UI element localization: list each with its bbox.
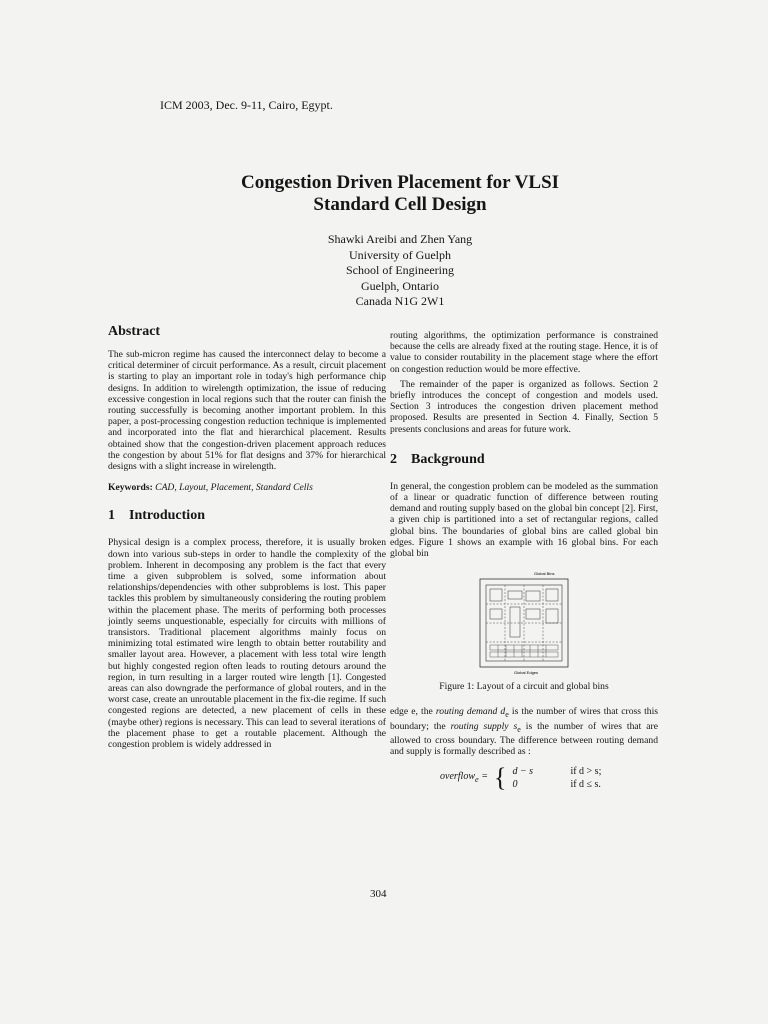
figure-1-layout-diagram	[474, 569, 574, 677]
global-edges-label: Global Edges	[514, 670, 539, 676]
text-run: is the number of wires that are allowed to cross boundary. The difference between routing demand and supply is formally described as :	[390, 720, 658, 757]
title-line-1: Congestion Driven Placement for VLSI	[240, 172, 560, 193]
formula-cases	[512, 766, 601, 789]
right-para-2: The remainder of the paper is organized as follows. Section 2 briefly introduces the concept of congestion and models used. Section 3 introduces the congestion driven placement method proposed. Results are presented in Section 4. Finally, Section 5 presents conclusions and areas for future work.	[390, 378, 658, 435]
formula-brace: {	[493, 763, 507, 793]
title-line-2: Standard Cell Design	[313, 194, 487, 215]
formula-lhs: overflow$_e$ =	[440, 770, 488, 784]
section-title: Background	[411, 451, 485, 467]
term-routing-supply: routing supply s	[450, 720, 518, 732]
keywords-text: CAD, Layout, Placement, Standard Cells	[155, 482, 313, 494]
author-names: Shawki Areibi and Zhen Yang	[327, 232, 473, 246]
section-heading-background	[390, 451, 658, 469]
formula-case-2	[512, 779, 601, 790]
section-title: Introduction	[129, 508, 205, 524]
overflow-formula	[440, 765, 658, 791]
author-country: Canada N1G 2W1	[355, 294, 445, 308]
formula-lhs-text: overflow	[440, 770, 475, 782]
page-number: 304	[370, 888, 387, 900]
term-routing-demand: routing demand d	[435, 706, 506, 718]
figure-1-caption: Figure 1: Layout of a circuit and global bins	[439, 681, 609, 693]
background-text: In general, the congestion problem can be modeled as the summation of a linear or quadratic function of difference between routing demand and routing supply based on the global bin concept [2]. First, a given chip is partitioned into a set of rectangular regions, called global bins. The boundaries of global bins are called global bin edges. Figure 1 shows an example with 16 global bins. For each global bin	[390, 480, 658, 560]
abstract-text: The sub-micron regime has caused the interconnect delay to become a critical determiner of circuit performance. As a result, circuit placement is starting to play an important role in today's high performance chip designs. In addition to wirelength optimization, the issue of reducing excessive congestion in local regions such that the router can finish the routing successfully is becoming another important problem. In this paper, a post-processing congestion reduction technique is implemented and incorporated into the flat and hierarchical placement. Results obtained show that the congestion-driven placement approach reduces the congestion by about 51% for flat designs and 37% for hierarchical designs with a slight increase in wirelength.	[108, 349, 386, 473]
global-bins-diagram	[474, 569, 574, 677]
keywords	[108, 482, 386, 493]
case-1-condition: if d > s;	[570, 766, 602, 778]
text-run: edge e, the	[390, 706, 436, 718]
keywords-label: Keywords:	[108, 482, 153, 494]
abstract-heading: Abstract	[108, 324, 161, 339]
right-column	[390, 330, 658, 791]
author-school: School of Engineering	[346, 263, 454, 277]
author-block	[250, 232, 550, 310]
paper-title	[120, 172, 680, 216]
author-city: Guelph, Ontario	[361, 278, 439, 293]
conference-header: ICM 2003, Dec. 9-11, Cairo, Egypt.	[160, 98, 333, 112]
after-figure-text: edge e, the routing demand $d_e$ is the number of wires that cross this boundary; the routing supply $s_e$ is the number of wires that are allowed to cross boundary. The difference between routing demand and supply is formally described as :	[390, 706, 658, 757]
left-column	[108, 324, 386, 750]
case-1-expression: d − s	[512, 766, 534, 778]
global-bins-label: Global Bins	[534, 571, 555, 577]
author-university: University of Guelph	[349, 247, 451, 262]
section-number: 2	[390, 451, 397, 467]
right-para-1: routing algorithms, the optimization performance is constrained because the cells are already fixed at the routing stage. Hence, it is of value to consider routability in the placement stage where the effort on congestion reduction would be more effective.	[390, 330, 658, 375]
text-run: is the number of wires that cross this boundary; the	[390, 706, 658, 732]
section-number: 1	[108, 508, 115, 524]
formula-case-1	[512, 766, 601, 777]
case-2-expression: 0	[512, 778, 518, 790]
intro-text: Physical design is a complex process, therefore, it is usually broken down into various sub-steps in order to handle the complexity of the problem. Inherent in decomposing any problem is the fact that every time a given subproblem is solved, some information about relationships/dependencies with other subproblems is lost. This paper tackles this problem by simultaneously considering the routing problem within the placement phase. The merits of performing both processes jointly seems unquestionable, especially for circuits with millions of transistors. Traditional placement algorithms mainly focus on minimizing total estimated wire length to obtain better routability and smaller layout area. However, a placement with less total wire length but highly congested region often leads to routing detours around the region, in turn resulting in a larger routed wire length [1]. Congested areas can also downgrade the performance of global routers, and in the worst case, create an unroutable placement in the fix-die regime. If such congested regions are detected, a new placement of cells in these (maybe other) regions is necessary. This can lead to several iterations of the placement phase to get a routable placement. Although the congestion problem is widely addressed in	[108, 537, 386, 751]
section-heading-introduction	[108, 507, 386, 525]
case-2-condition: if d ≤ s.	[570, 778, 601, 790]
